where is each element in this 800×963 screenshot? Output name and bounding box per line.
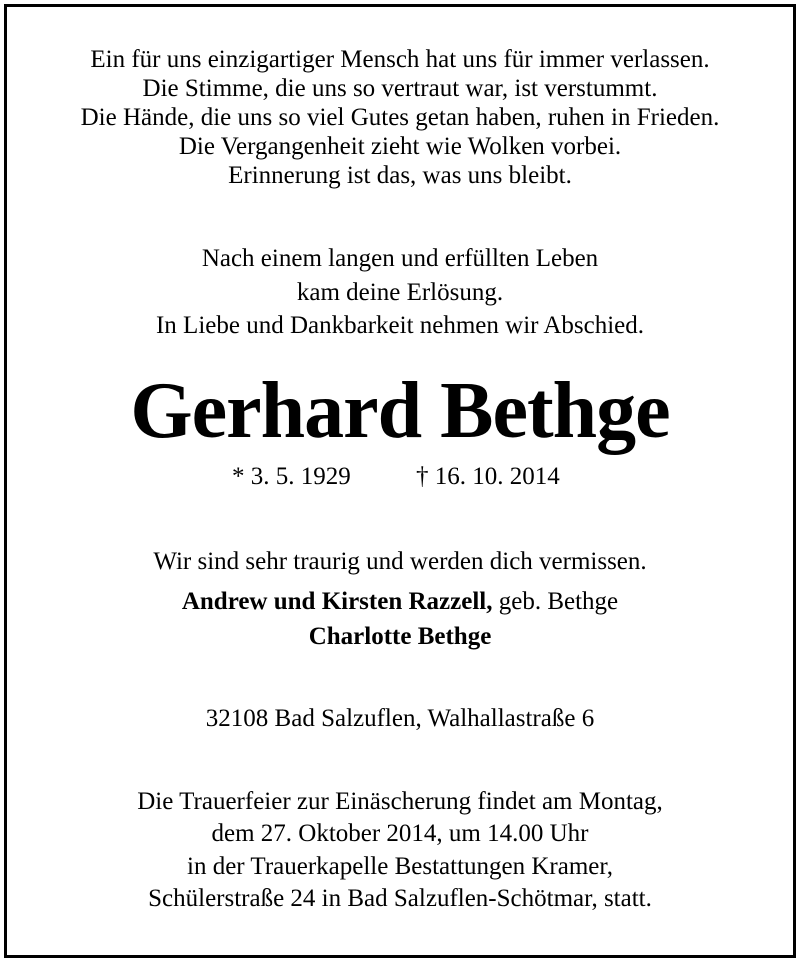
mourner-line-1 [0, 587, 800, 617]
birth-date: * 3. 5. 1929 [232, 463, 351, 490]
farewell-line-3: In Liebe und Dankbarkeit nehmen wir Abschied. [155, 312, 645, 339]
mourning-line: Wir sind sehr traurig und werden dich vermissen. [153, 548, 647, 575]
ceremony-line-4: Schülerstraße 24 in Bad Salzuflen-Schötmar, statt. [148, 885, 652, 912]
poem-line-2: Die Stimme, die uns so vertraut war, ist verstummt. [142, 75, 658, 102]
poem-line-3: Die Hände, die uns so viel Gutes getan haben, ruhen in Frieden. [80, 104, 720, 131]
mourner-maiden-name: geb. Bethge [492, 588, 619, 615]
farewell-line-1: Nach einem langen und erfüllten Leben [201, 245, 599, 272]
poem-line-1: Ein für uns einzigartiger Mensch hat uns für immer verlassen. [90, 46, 710, 73]
ceremony-line-2: dem 27. Oktober 2014, um 14.00 Uhr [211, 820, 589, 847]
address-line: 32108 Bad Salzuflen, Walhallastraße 6 [205, 705, 595, 732]
mourner-line-2: Charlotte Bethge [308, 623, 492, 650]
ceremony-line-1: Die Trauerfeier zur Einäscherung findet am Montag, [137, 788, 663, 815]
poem-line-4: Die Vergangenheit zieht wie Wolken vorbei. [178, 133, 622, 160]
ceremony-line-3: in der Trauerkapelle Bestattungen Kramer, [187, 853, 613, 880]
death-date: † 16. 10. 2014 [416, 463, 560, 490]
poem-line-5: Erinnerung ist das, was uns bleibt. [228, 162, 572, 189]
deceased-name: Gerhard Bethge [130, 367, 670, 455]
farewell-line-2: kam deine Erlösung. [296, 279, 504, 306]
mourner-names-1: Andrew und Kirsten Razzell, [181, 588, 493, 615]
life-dates [0, 462, 800, 492]
